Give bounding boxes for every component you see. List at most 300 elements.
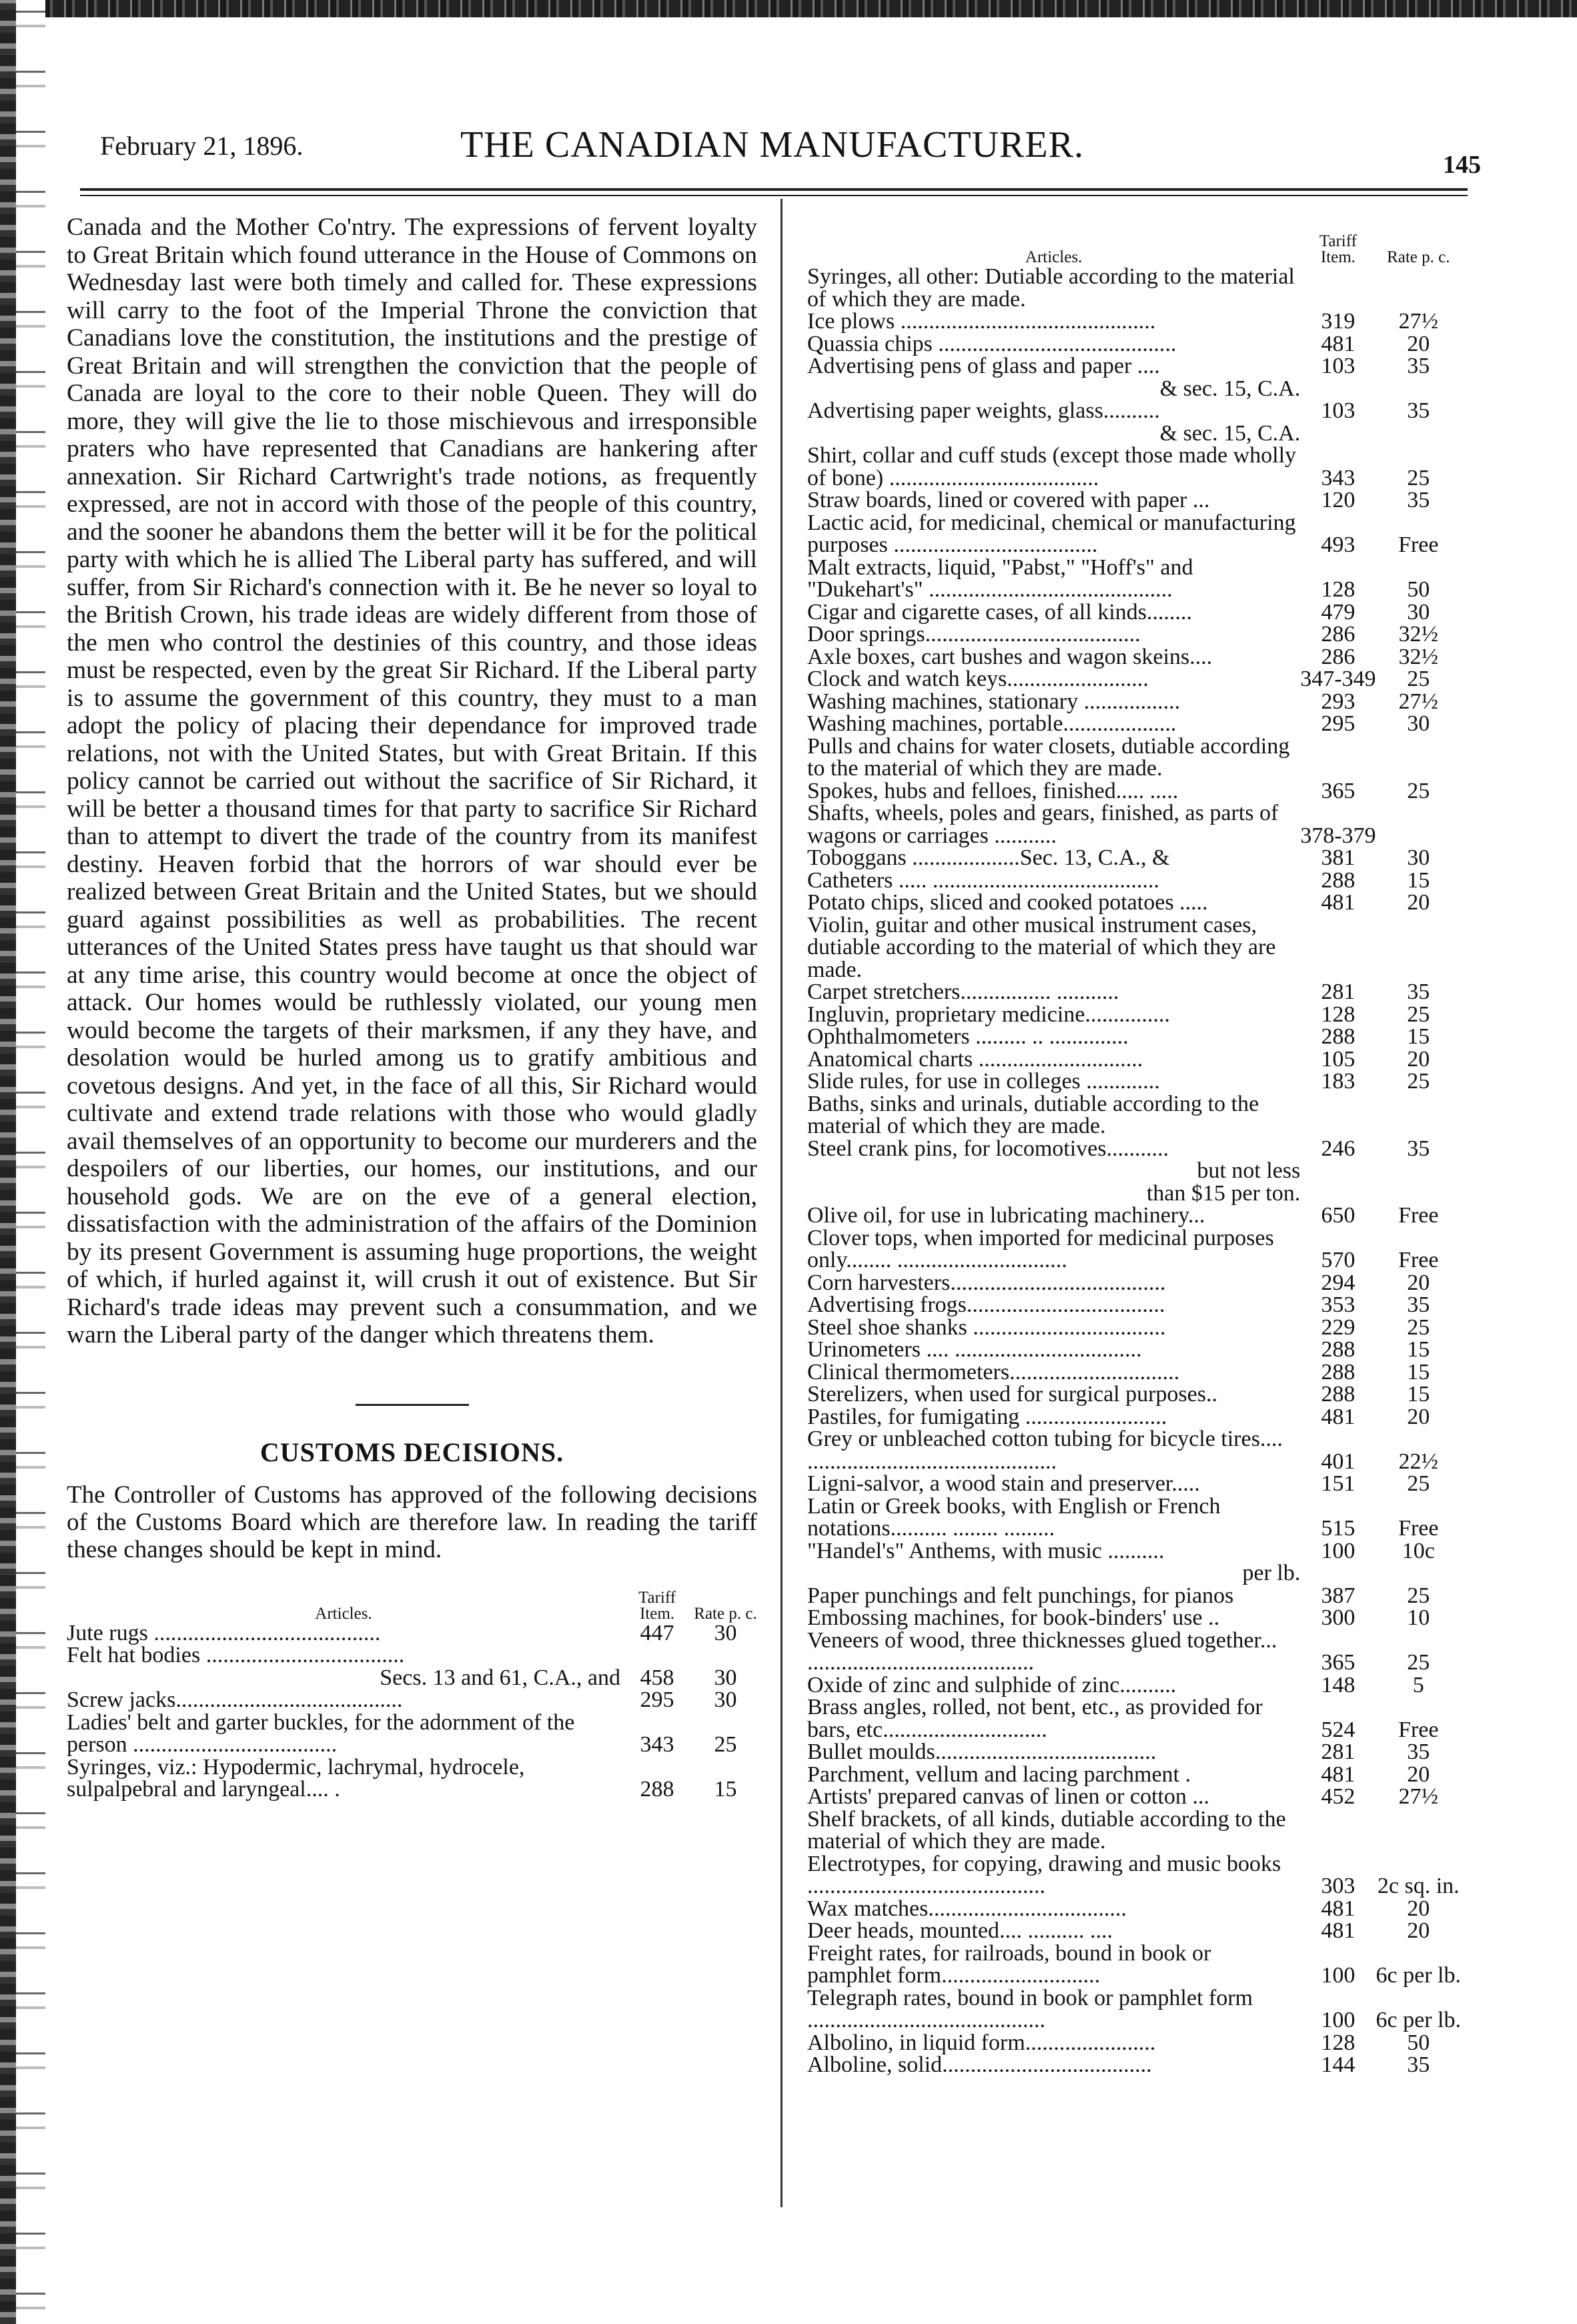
article-cell: & sec. 15, C.A.	[1159, 376, 1301, 401]
rate-cell: 35	[1407, 2052, 1430, 2077]
article-cell: Ligni-salvor, a wood stain and preserver.....	[807, 1471, 1200, 1496]
customs-table-left	[67, 1590, 757, 1801]
tariff-item-cell: 295	[640, 1687, 674, 1712]
tariff-item-cell: 347-349	[1300, 667, 1376, 691]
rate-cell: 20	[1407, 331, 1430, 356]
rate-cell: 30	[1407, 845, 1430, 870]
rate-cell: 25	[1407, 1471, 1430, 1496]
table-row	[807, 400, 1461, 422]
table-row	[807, 1674, 1461, 1697]
tariff-item-cell: 353	[1321, 1292, 1356, 1317]
table-row	[807, 1406, 1461, 1429]
article-cell: Jute rugs ........................................	[67, 1620, 381, 1645]
table-row	[807, 601, 1461, 624]
article-cell: than $15 per ton.	[1146, 1180, 1301, 1206]
article-cell: Potato chips, sliced and cooked potatoes .....	[807, 890, 1208, 915]
scan-edge-top	[0, 0, 1577, 17]
tariff-item-cell: 100	[1321, 1538, 1356, 1563]
table-row	[807, 489, 1461, 512]
article-cell: Freight rates, for railroads, bound in book or pamphlet form............................	[807, 1940, 1211, 1988]
table-row	[807, 556, 1461, 601]
tariff-item-cell: 524	[1321, 1717, 1356, 1742]
tariff-item-cell: 381	[1321, 845, 1356, 870]
table-row	[807, 1629, 1461, 1674]
rate-cell: 25	[1407, 1583, 1430, 1608]
table-row	[807, 1272, 1461, 1294]
article-cell: Advertising paper weights, glass..........	[807, 398, 1160, 423]
rate-cell: 30	[714, 1665, 737, 1690]
customs-table-right	[807, 234, 1461, 2076]
tariff-item-cell: 288	[1321, 867, 1356, 893]
table-row	[807, 1004, 1461, 1026]
tariff-item-cell: 458	[640, 1665, 674, 1690]
header-rule-thin	[80, 195, 1468, 196]
rate-cell: 27½	[1398, 1784, 1439, 1809]
tariff-item-cell: 401	[1321, 1449, 1356, 1474]
tariff-item-cell: 515	[1321, 1516, 1356, 1541]
table-row	[807, 668, 1461, 691]
rate-cell: 15	[1407, 1337, 1430, 1362]
page-header	[100, 123, 1481, 190]
customs-heading: CUSTOMS DECISIONS.	[259, 1437, 564, 1467]
rate-cell: 25	[1407, 1069, 1430, 1094]
rate-cell: 30	[1407, 599, 1430, 625]
article-cell: Ice plows .............................................	[807, 309, 1156, 334]
rate-cell: 25	[1407, 1650, 1430, 1675]
rate-cell	[1376, 1562, 1461, 1585]
tariff-item-cell: 343	[640, 1732, 674, 1757]
tariff-item-cell	[1300, 1562, 1376, 1585]
article-cell: Axle boxes, cart bushes and wagon skeins....	[807, 644, 1213, 669]
article-cell: Deer heads, mounted.... .......... ....	[807, 1918, 1113, 1943]
table-row	[807, 1853, 1461, 1898]
article-cell: Washing machines, stationary .................	[807, 689, 1181, 714]
tariff-item-cell	[1300, 1160, 1376, 1182]
table-row	[807, 1361, 1461, 1384]
article-cell: Steel crank pins, for locomotives...........	[807, 1136, 1169, 1161]
col-rate: Rate p. c.	[694, 1604, 757, 1623]
rate-cell: 20	[1407, 1046, 1430, 1072]
article-cell: Cigar and cigarette cases, of all kinds........	[807, 599, 1192, 625]
table-row	[807, 1204, 1461, 1227]
table-row	[807, 735, 1461, 780]
article-cell: Albolino, in liquid form.......................	[807, 2030, 1156, 2055]
tariff-item-cell: 288	[640, 1777, 674, 1802]
article-cell: Artists' prepared canvas of linen or cotton ...	[807, 1784, 1209, 1809]
tariff-item-cell: 295	[1321, 711, 1356, 736]
table-row	[807, 1294, 1461, 1316]
table-row	[807, 1316, 1461, 1339]
table-row	[807, 422, 1461, 445]
tariff-item-cell: 365	[1321, 778, 1356, 803]
tariff-item-cell: 100	[1321, 1963, 1356, 1988]
table-row	[807, 1808, 1461, 1853]
table-row	[807, 1026, 1461, 1048]
table-header-row	[67, 1590, 757, 1622]
table-row	[807, 623, 1461, 646]
article-cell: Anatomical charts .............................	[807, 1046, 1143, 1072]
rate-cell	[1376, 422, 1461, 445]
col-articles: Articles.	[315, 1604, 372, 1623]
table-row	[807, 1607, 1461, 1629]
rate-cell: 25	[1407, 667, 1430, 691]
tariff-item-cell: 103	[1321, 354, 1356, 378]
table-row	[807, 378, 1461, 400]
table-row	[807, 981, 1461, 1004]
rate-cell: 30	[714, 1687, 737, 1712]
rate-cell: 35	[1407, 354, 1430, 378]
table-row	[807, 1338, 1461, 1361]
table-row	[807, 1048, 1461, 1071]
rate-cell	[1376, 1093, 1461, 1138]
article-cell: Clock and watch keys.........................	[807, 667, 1149, 691]
table-row	[807, 2054, 1461, 2076]
rate-cell: 35	[1407, 1739, 1430, 1764]
tariff-item-cell: 288	[1321, 1382, 1356, 1407]
article-cell: Toboggans ...................Sec. 13, C.A., &	[807, 845, 1170, 870]
article-cell: Slide rules, for use in colleges .............	[807, 1069, 1160, 1094]
tariff-item-cell: 128	[1321, 2030, 1356, 2055]
article-cell: Embossing machines, for book-binders' use ..	[807, 1605, 1220, 1630]
article-cell: Corn harvesters......................................	[807, 1270, 1166, 1295]
article-cell: Ingluvin, proprietary medicine...............	[807, 1002, 1170, 1027]
article-cell: Veneers of wood, three thicknesses glued together... ........................................	[807, 1627, 1277, 1675]
rate-cell: 35	[1407, 398, 1430, 423]
rate-cell: 2c sq. in.	[1377, 1874, 1460, 1898]
tariff-item-cell: 319	[1321, 309, 1356, 334]
tariff-item-cell: 303	[1321, 1874, 1356, 1898]
article-cell: Latin or Greek books, with English or French notations.......... ........ .........	[807, 1493, 1221, 1541]
table-header-row	[807, 234, 1461, 266]
table-row	[807, 512, 1461, 556]
article-cell: Clinical thermometers..............................	[807, 1359, 1180, 1385]
col-tariff-item: Tariff Item.	[1319, 232, 1357, 266]
col-tariff-item: Tariff Item.	[638, 1588, 676, 1623]
rate-cell: Free	[1398, 1717, 1439, 1742]
table-row	[807, 1585, 1461, 1607]
tariff-item-cell: 481	[1321, 890, 1356, 915]
tariff-item-cell	[1300, 1182, 1376, 1205]
article-cell: "Handel's" Anthems, with music ..........	[807, 1538, 1165, 1563]
tariff-item-cell: 650	[1321, 1203, 1356, 1228]
article-cell: Electrotypes, for copying, drawing and music books ..........................................	[807, 1851, 1281, 1898]
tariff-item-cell: 183	[1321, 1069, 1356, 1094]
table-row	[807, 1070, 1461, 1093]
rate-cell: 30	[714, 1620, 737, 1645]
header-rule	[80, 188, 1468, 191]
article-cell: Pastiles, for fumigating .........................	[807, 1404, 1167, 1429]
article-cell: Alboline, solid.....................................	[807, 2052, 1152, 2077]
rate-cell: 20	[1407, 1918, 1430, 1943]
article-cell: Violin, guitar and other musical instrument cases, dutiable according to the material of which they are made.	[807, 912, 1276, 982]
tariff-item-cell: 481	[1321, 1404, 1356, 1429]
right-column	[807, 234, 1461, 2076]
table-row	[67, 1756, 757, 1801]
table-row	[807, 1764, 1461, 1786]
rate-cell: 10	[1407, 1605, 1430, 1630]
table-row	[807, 1920, 1461, 1942]
rate-cell: 20	[1407, 1404, 1430, 1429]
tariff-item-cell	[1300, 378, 1376, 400]
rate-cell: 30	[1407, 711, 1430, 736]
article-cell: Bullet moulds.......................................	[807, 1739, 1157, 1764]
table-row	[807, 1473, 1461, 1495]
article-cell: Shirt, collar and cuff studs (except those made wholly of bone) .....................................	[807, 443, 1297, 490]
article-cell: Screw jacks........................................	[67, 1687, 403, 1712]
rate-cell: 20	[1407, 890, 1430, 915]
article-cell: Shelf brackets, of all kinds, dutiable according to the material of which they are made.	[807, 1806, 1286, 1854]
rate-cell: Free	[1398, 1203, 1439, 1228]
tariff-item-cell	[1300, 735, 1376, 780]
article-cell: Ophthalmometers ......... .. ..............	[807, 1024, 1129, 1049]
rate-cell: 6c per lb.	[1376, 1963, 1461, 1988]
rate-cell: Free	[1398, 532, 1439, 557]
article-cell: Grey or unbleached cotton tubing for bicycle tires.... ............................................	[807, 1427, 1283, 1474]
table-row	[807, 780, 1461, 803]
table-row	[807, 333, 1461, 356]
section-separator	[356, 1404, 469, 1406]
table-row	[807, 1987, 1461, 2032]
article-cell: Shafts, wheels, poles and gears, finished, as parts of wagons or carriages ...........	[807, 801, 1279, 848]
rate-cell: 20	[1407, 1270, 1430, 1295]
article-cell: Steel shoe shanks ..................................	[807, 1314, 1166, 1340]
column-divider	[780, 199, 782, 2207]
tariff-item-cell	[1300, 1808, 1376, 1853]
table-row	[807, 2032, 1461, 2054]
rate-cell: 20	[1407, 1762, 1430, 1787]
rate-cell	[1376, 802, 1461, 847]
tariff-item-cell	[1300, 1093, 1376, 1138]
tariff-item-cell: 281	[1321, 980, 1356, 1004]
tariff-item-cell	[1300, 422, 1376, 445]
tariff-item-cell: 365	[1321, 1650, 1356, 1675]
rate-cell: 25	[1407, 1002, 1430, 1027]
rate-cell	[1376, 1182, 1461, 1205]
tariff-item-cell: 378-379	[1300, 823, 1376, 848]
article-cell: Telegraph rates, bound in book or pamphlet form ..........................................	[807, 1985, 1253, 2032]
table-row	[807, 1138, 1461, 1160]
tariff-item-cell: 387	[1321, 1583, 1356, 1608]
table-row	[807, 1495, 1461, 1540]
rate-cell: 10c	[1402, 1538, 1435, 1563]
article-cell: Door springs......................................	[807, 622, 1141, 647]
article-cell: Quassia chips ..........................................	[807, 331, 1177, 356]
article-cell: Paper punchings and felt punchings, for pianos	[807, 1583, 1234, 1608]
table-row	[807, 713, 1461, 735]
tariff-item-cell: 288	[1321, 1359, 1356, 1385]
rate-cell: 6c per lb.	[1376, 2008, 1461, 2032]
article-cell: Felt hat bodies ...................................	[67, 1643, 405, 1667]
table-row	[67, 1622, 757, 1645]
article-cell: Olive oil, for use in lubricating machinery...	[807, 1203, 1205, 1228]
tariff-item-cell: 148	[1321, 1672, 1356, 1697]
rate-cell: 22½	[1398, 1449, 1439, 1474]
table-row	[807, 310, 1461, 333]
table-row	[807, 1383, 1461, 1406]
table-row	[807, 444, 1461, 489]
article-cell: Ladies' belt and garter buckles, for the adornment of the person ....................................	[67, 1709, 575, 1757]
article-cell: & sec. 15, C.A.	[1159, 420, 1301, 446]
editorial-text: Canada and the Mother Co'ntry. The expressions of fervent loyalty to Great Britain which found utterance in the House of Commons on Wednesday last were both timely and called for. These expressions will carry to the foot of the Imperial Throne the conviction that Canadians love the constitution, the institutions and the prestige of Great Britain and will strengthen the conviction that the people of Canada are loyal to the core to their noble Queen. They will do more, they will give the lie to those mischievous and irresponsible praters who have represented that Canadians are hankering after annexation. Sir Richard Cartwright's trade notions, as frequently expressed, are not in accord with those of the people of this country, and the sooner he abandons them the better will it be for the political party with which he is allied The Liberal party has suffered, and will suffer, from Sir Richard's connection with it. Be he never so loyal to the British Crown, his trade ideas are widely different from those of the men who control the destinies of this country, and those ideas must be respected, even by the great Sir Richard. If the Liberal party is to assume the government of this country, they must to a man adopt the policy of placing their dependance for improved trade relations, not with the United States, but with Great Britain. If this policy cannot be carried out without the sacrifice of Sir Richard, it will be better a thousand times for that party to sacrifice Sir Richard than to attempt to divert the trade of the country from its manifest destiny. Heaven forbid that the horrors of war should ever be realized between Great Britain and the United States, but we should guard against possibilities as well as probabilities. The recent utterances of the United States press have taught us that should war at any time arise, this country would become at once the object of attack. Our homes would be ruthlessly violated, our young men would become the targets of their marksmen, if any they have, and desolation would be hurled among us to gratify ambitious and covetous designs. And yet, in the face of all this, Sir Richard would cultivate and extend trade relations with those who would gladly avail themselves of an opportunity to become our murderers and the despoilers of our liberties, our homes, our institutions, and our household gods. We are on the eve of a general election, dissatisfaction with the administration of the affairs of the Dominion by its present Government is assuming huge proportions, the weight of which, if hurled against it, will crush it out of existence. But Sir Richard's trade ideas may prevent such a consummation, and we warn the Liberal party of the danger which threatens them.	[67, 214, 757, 1348]
article-cell: Washing machines, portable....................	[807, 711, 1177, 736]
table-row	[67, 1667, 757, 1689]
rate-cell: 15	[1407, 867, 1430, 893]
table-row	[807, 1540, 1461, 1563]
table-row	[807, 1942, 1461, 1987]
rate-cell: 35	[1407, 1292, 1430, 1317]
article-cell: Advertising pens of glass and paper ....	[807, 354, 1160, 378]
tariff-item-cell: 100	[1321, 2008, 1356, 2032]
article-cell: Syringes, viz.: Hypodermic, lachrymal, hydrocele, sulpalpebral and laryngeal.... .	[67, 1754, 525, 1802]
table-row	[67, 1711, 757, 1756]
scan-edge-binding	[0, 0, 16, 2324]
rate-cell: 15	[714, 1777, 737, 1802]
tariff-item-cell	[1300, 266, 1376, 310]
table-row	[807, 1428, 1461, 1473]
article-cell: Malt extracts, liquid, "Pabst," "Hoff's" and "Dukehart's" ...........................................	[807, 554, 1193, 602]
article-cell: Sterelizers, when used for surgical purposes..	[807, 1382, 1217, 1407]
table-row	[807, 691, 1461, 713]
tariff-item-cell: 286	[1321, 644, 1356, 669]
tariff-item-cell: 481	[1321, 331, 1356, 356]
page-number: 145	[1443, 151, 1481, 179]
rate-cell: 35	[1407, 488, 1430, 512]
rate-cell: 50	[1407, 2030, 1430, 2055]
table-row	[807, 1786, 1461, 1808]
article-cell: Pulls and chains for water closets, dutiable according to the material of which they are made.	[807, 733, 1290, 781]
table-row	[807, 1696, 1461, 1741]
tariff-item-cell: 293	[1321, 689, 1356, 714]
table-row	[807, 1741, 1461, 1764]
article-cell: Straw boards, lined or covered with paper ...	[807, 488, 1210, 512]
rate-cell: 50	[1407, 577, 1430, 602]
left-column	[67, 214, 757, 1801]
tariff-item-cell: 128	[1321, 577, 1356, 602]
table-row	[807, 1227, 1461, 1272]
rate-cell: 35	[1407, 980, 1430, 1004]
rate-cell: 25	[1407, 1314, 1430, 1340]
article-cell: Baths, sinks and urinals, dutiable according to the material of which they are made.	[807, 1091, 1259, 1138]
tariff-item-cell: 246	[1321, 1136, 1356, 1161]
table-row	[807, 355, 1461, 378]
table-row	[807, 1182, 1461, 1205]
rate-cell: 25	[1407, 465, 1430, 490]
rate-cell: Free	[1398, 1248, 1439, 1272]
rate-cell	[1376, 1808, 1461, 1853]
table-row	[807, 1160, 1461, 1182]
table-row	[67, 1644, 757, 1667]
rate-cell: 32½	[1398, 622, 1439, 647]
tariff-item-cell: 481	[1321, 1762, 1356, 1787]
article-cell: Clover tops, when imported for medicinal purposes only........ ..............................	[807, 1225, 1274, 1272]
tariff-item-cell: 229	[1321, 1314, 1356, 1340]
tariff-item-cell: 288	[1321, 1337, 1356, 1362]
rate-cell: 20	[1407, 1896, 1430, 1921]
tariff-item-cell	[620, 1644, 694, 1667]
article-cell: Carpet stretchers................ ...........	[807, 980, 1119, 1004]
article-cell: Syringes, all other: Dutiable according to the material of which they are made.	[807, 264, 1295, 312]
tariff-item-cell: 103	[1321, 398, 1356, 423]
rate-cell	[1376, 266, 1461, 310]
rate-cell: 15	[1407, 1382, 1430, 1407]
table-row	[67, 1689, 757, 1711]
rate-cell	[1376, 914, 1461, 982]
article-cell: Oxide of zinc and sulphide of zinc..........	[807, 1672, 1177, 1697]
table-row	[807, 869, 1461, 892]
rate-cell: 15	[1407, 1024, 1430, 1049]
col-rate: Rate p. c.	[1387, 248, 1450, 266]
table-row	[807, 1093, 1461, 1138]
rate-cell	[694, 1644, 757, 1667]
tariff-item-cell: 120	[1321, 488, 1356, 512]
rate-cell: 5	[1412, 1672, 1424, 1697]
tariff-item-cell: 481	[1321, 1896, 1356, 1921]
tariff-item-cell: 300	[1321, 1605, 1356, 1630]
article-cell: Spokes, hubs and felloes, finished..... .....	[807, 778, 1179, 803]
tariff-item-cell: 151	[1321, 1471, 1356, 1496]
rate-cell: Free	[1398, 1516, 1439, 1541]
rate-cell	[1376, 1160, 1461, 1182]
table-row	[807, 1562, 1461, 1585]
rate-cell: 27½	[1398, 689, 1439, 714]
tariff-item-cell: 144	[1321, 2052, 1356, 2077]
table-row	[807, 802, 1461, 847]
tariff-item-cell: 481	[1321, 1918, 1356, 1943]
table-row	[807, 914, 1461, 982]
tariff-item-cell: 343	[1321, 465, 1356, 490]
col-articles: Articles.	[1025, 248, 1083, 266]
tariff-item-cell: 452	[1321, 1784, 1356, 1809]
customs-intro: The Controller of Customs has approved of the following decisions of the Customs Board which are therefore law. In reading the tariff these changes should be kept in mind.	[67, 1481, 757, 1563]
tariff-item-cell	[1300, 914, 1376, 982]
tariff-item-cell: 281	[1321, 1739, 1356, 1764]
publication-title: THE CANADIAN MANUFACTURER.	[460, 124, 1084, 165]
article-cell: Lactic acid, for medicinal, chemical or manufacturing purposes ....................................	[807, 510, 1296, 557]
rate-cell: 25	[714, 1732, 737, 1757]
tariff-item-cell: 288	[1321, 1024, 1356, 1049]
issue-date: February 21, 1896.	[100, 131, 304, 161]
article-cell: Urinometers .... .................................	[807, 1337, 1142, 1362]
rate-cell	[1376, 735, 1461, 780]
table-row	[807, 847, 1461, 869]
article-cell: Catheters ..... ........................................	[807, 867, 1159, 893]
tariff-item-cell: 128	[1321, 1002, 1356, 1027]
table-row	[807, 1898, 1461, 1920]
table-row	[807, 266, 1461, 310]
tariff-item-cell: 570	[1321, 1248, 1356, 1272]
tariff-item-cell: 493	[1321, 532, 1356, 557]
tariff-item-cell: 286	[1321, 622, 1356, 647]
article-cell: Advertising frogs...................................	[807, 1292, 1165, 1317]
tariff-item-cell: 479	[1321, 599, 1356, 625]
article-cell: per lb.	[1242, 1561, 1301, 1585]
article-cell: Wax matches...................................	[807, 1896, 1127, 1921]
article-cell: but not less	[1197, 1158, 1301, 1183]
rate-cell	[1376, 378, 1461, 400]
rate-cell: 15	[1407, 1359, 1430, 1385]
tariff-item-cell: 447	[640, 1620, 674, 1645]
rate-cell: 27½	[1398, 309, 1439, 334]
tariff-item-cell: 105	[1321, 1046, 1356, 1072]
rate-cell: 32½	[1398, 644, 1439, 669]
tariff-item-cell: 294	[1321, 1270, 1356, 1295]
article-cell: Secs. 13 and 61, C.A., and	[380, 1665, 620, 1690]
article-cell: Brass angles, rolled, not bent, etc., as provided for bars, etc.............................	[807, 1695, 1263, 1742]
table-row	[807, 646, 1461, 669]
rate-cell: 35	[1407, 1136, 1430, 1161]
rate-cell: 25	[1407, 778, 1430, 803]
table-row	[807, 891, 1461, 914]
